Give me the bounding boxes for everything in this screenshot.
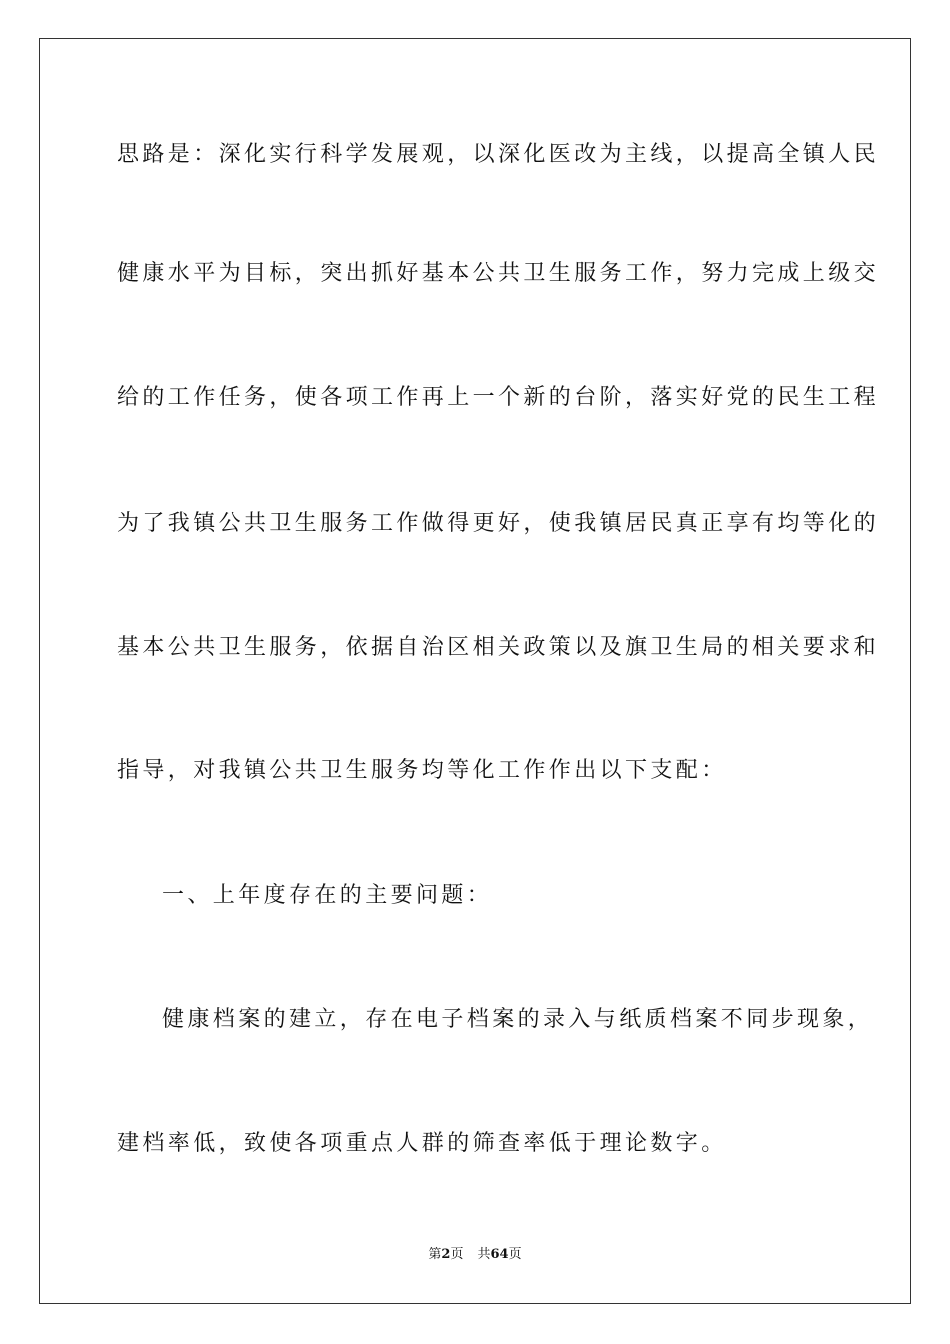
footer-total-pages: 64 xyxy=(490,1247,509,1262)
footer-page-suffix: 页 xyxy=(450,1247,464,1262)
body-line-4: 为了我镇公共卫生服务工作做得更好，使我镇居民真正享有均等化的 xyxy=(117,511,880,536)
body-line-1: 思路是：深化实行科学发展观，以深化医改为主线，以提高全镇人民 xyxy=(117,142,880,167)
body-line-5: 基本公共卫生服务，依据自治区相关政策以及旗卫生局的相关要求和 xyxy=(117,635,880,660)
body-line-2: 健康水平为目标，突出抓好基本公共卫生服务工作，努力完成上级交 xyxy=(117,261,880,286)
page-border xyxy=(39,38,911,1304)
body-line-3: 给的工作任务，使各项工作再上一个新的台阶，落实好党的民生工程 xyxy=(117,385,880,410)
footer-page-number: 2 xyxy=(441,1247,451,1262)
footer-total-prefix: 共 xyxy=(477,1247,491,1262)
body-line-9: 建档率低，致使各项重点人群的筛查率低于理论数字。 xyxy=(117,1131,727,1156)
body-line-8: 健康档案的建立，存在电子档案的录入与纸质档案不同步现象， xyxy=(162,1007,874,1032)
body-line-6: 指导，对我镇公共卫生服务均等化工作作出以下支配： xyxy=(117,758,727,783)
footer-total-suffix: 页 xyxy=(508,1247,522,1262)
page-footer xyxy=(0,1246,950,1264)
footer-page-prefix: 第 xyxy=(428,1247,442,1262)
section-heading: 一、上年度存在的主要问题： xyxy=(162,883,493,908)
